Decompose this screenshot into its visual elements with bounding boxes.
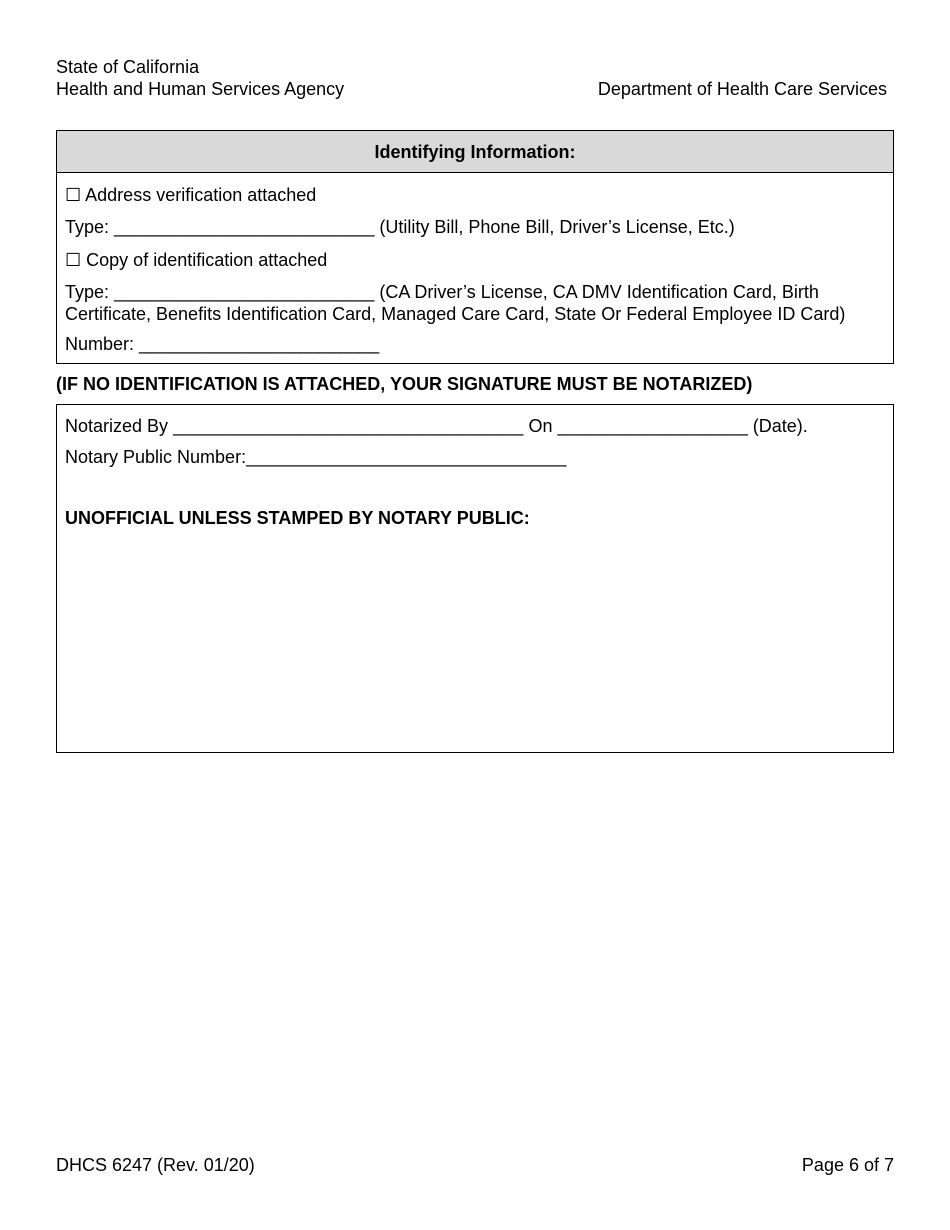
copy-identification-row (65, 249, 327, 271)
address-type-hint: (Utility Bill, Phone Bill, Driver’s License, Etc.) (379, 217, 735, 237)
identification-type-hint-line1: (CA Driver’s License, CA DMV Identification Card, Birth (379, 282, 819, 302)
notary-number-field[interactable]: ________________________________ (246, 447, 567, 467)
notarized-by-label: Notarized By (65, 416, 169, 436)
notary-number-label: Notary Public Number: (65, 447, 247, 467)
address-verification-row (65, 184, 316, 206)
identifying-information-section (56, 130, 894, 364)
identification-type-row (65, 281, 819, 303)
form-identifier: DHCS 6247 (Rev. 01/20) (56, 1155, 255, 1175)
identification-type-field[interactable]: __________________________ (114, 282, 375, 302)
notary-stamp-notice: UNOFFICIAL UNLESS STAMPED BY NOTARY PUBLIC: (65, 508, 530, 528)
identification-number-field[interactable]: ________________________ (139, 334, 380, 354)
address-verification-label: Address verification attached (85, 185, 317, 205)
address-type-field[interactable]: __________________________ (114, 217, 375, 237)
address-verification-checkbox[interactable]: ☐ (65, 185, 82, 205)
identification-type-label: Type: (65, 282, 110, 302)
notary-date-field[interactable]: ___________________ (557, 416, 748, 436)
copy-identification-label: Copy of identification attached (86, 250, 328, 270)
page-number: Page 6 of 7 (801, 1155, 894, 1175)
state-name: State of California (56, 57, 200, 77)
identification-number-label: Number: (65, 334, 135, 354)
on-label: On (528, 416, 553, 436)
agency-name: Health and Human Services Agency (56, 79, 345, 99)
department-name: Department of Health Care Services (597, 79, 887, 99)
notarization-notice: (IF NO IDENTIFICATION IS ATTACHED, YOUR SIGNATURE MUST BE NOTARIZED) (56, 374, 753, 394)
copy-identification-checkbox[interactable]: ☐ (65, 250, 82, 270)
notary-number-row (65, 446, 566, 468)
identification-type-hint-line2: Certificate, Benefits Identification Card, Managed Care Card, State Or Federal Employee ID Card) (65, 304, 846, 324)
date-suffix: (Date). (752, 416, 808, 436)
header-agency-block (56, 56, 344, 100)
address-type-row (65, 216, 735, 238)
identifying-information-title: Identifying Information: (57, 131, 893, 173)
address-type-label: Type: (65, 217, 110, 237)
identification-number-row (65, 333, 379, 355)
notarized-by-field[interactable]: ___________________________________ (173, 416, 524, 436)
notarized-by-row (65, 415, 808, 437)
notary-section (56, 404, 894, 753)
